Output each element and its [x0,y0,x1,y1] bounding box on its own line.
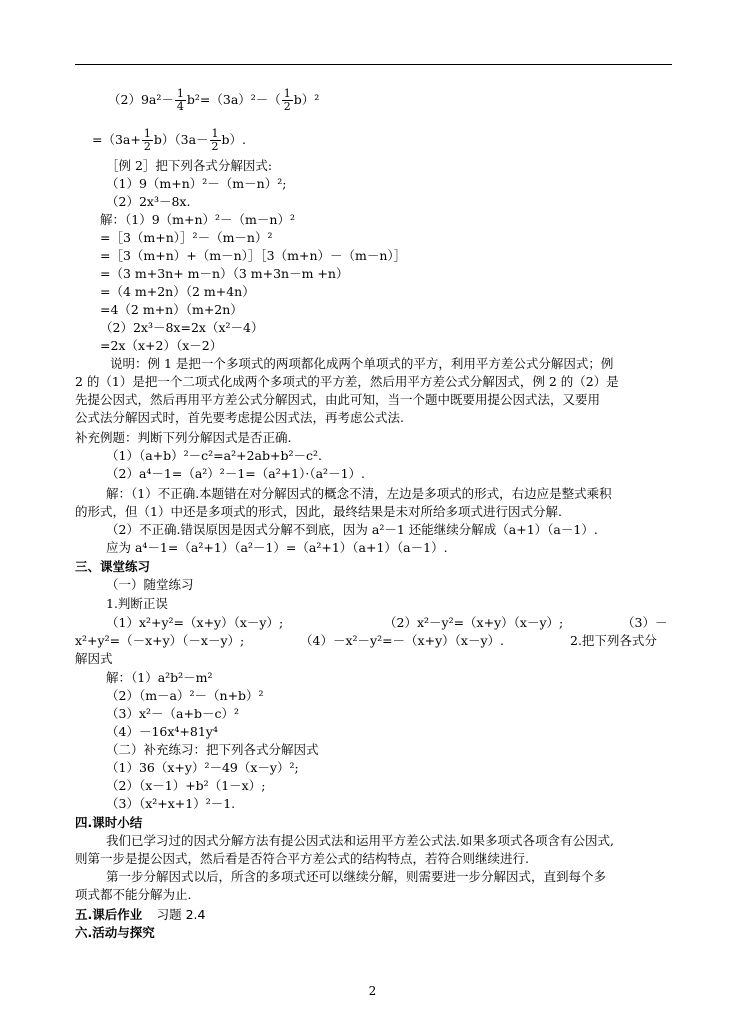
solution-line: =（4 m+2n）（2 m+4n） [100,284,255,299]
numerator: 1 [143,127,151,140]
equation-line-1 [108,88,319,113]
denominator: 2 [211,140,219,153]
equation-part: b）. [221,132,247,147]
section-heading-3: 三、课堂练习 [75,559,151,574]
fraction [210,128,221,153]
solution-paragraph: 解：（1）不正确.本题错在对分解因式的概念不清，左边是多项式的形式，右边应是整式乘积 [106,486,612,501]
exercise-item: （3）－ [622,615,668,630]
summary-paragraph: 项式都不能分解为止. [75,887,192,902]
explanation-paragraph: 公式法分解因式时，首先要考虑提公因式法，再考虑公式法. [75,410,404,425]
fraction [142,128,153,153]
section-heading-5-title: 五.课后作业 [75,907,143,922]
exercise-item: （3）x²－（a+b－c）² [106,706,239,721]
fraction [175,88,186,113]
exercise-item: （2）（m－a）²－（n+b）² [106,688,264,703]
subsection-heading: （二）补充练习：把下列各式分解因式 [106,742,319,757]
explanation-paragraph: 2 的（1）是把一个二项式化成两个多项式的平方差，然后用平方差公式分解因式，例 2 的（2）是 [75,374,619,389]
exercise-item: （1）36（x+y）²－49（x－y）²; [106,760,299,775]
solution-line: =2x（x+2）（x－2） [100,338,223,353]
supplementary-item-2: （2）a⁴－1=（a²）²－1=（a²+1）·（a²－1）. [106,466,365,481]
solution-paragraph: 应为 a⁴－1=（a²+1）（a²－1）=（a²+1）（a+1）（a－1）. [106,540,448,555]
solution-line: （2）2x³－8x=2x（x²－4） [100,320,264,335]
equation-part: b）² [293,92,320,107]
solution-line: =（3 m+3n+ m－n）（3 m+3n－m +n） [100,266,349,281]
exercise-item: （4）－x²－y²=－（x+y）（x－y）. [300,633,504,648]
summary-paragraph: 我们已学习过的因式分解方法有提公因式法和运用平方差公式法.如果多项式各项含有公因式, [106,833,614,848]
exercise-heading: 2.把下列各式分 [570,633,657,648]
exercise-item: 解：（1）a²b²－m² [106,670,213,685]
solution-paragraph: （2）不正确.错误原因是因式分解不到底，因为 a²－1 还能继续分解成（a+1）（a－1）. [106,522,598,537]
exercise-item: （1）x²+y²=（x+y）（x－y）; [106,615,284,630]
solution-line: 解：（1）9（m+n）²－（m－n）² [100,212,295,227]
equation-part: =（3a+ [92,132,141,147]
equation-part: b²=（3a）²－（ [186,92,281,107]
exercise-item: （4）－16x⁴+81y⁴ [106,724,218,739]
numerator: 1 [283,87,291,100]
supplementary-item-1: （1）（a+b）²－c²=a²+2ab+b²－c². [106,448,322,463]
explanation-paragraph: 先提公因式，然后再用平方差公式分解因式，由此可知，当一个题中既要用提公因式法，又要用 [75,392,601,407]
equation-part: b）（3a－ [153,132,209,147]
equation-part: （2）9a²－ [108,92,174,107]
header-rule [75,64,672,65]
denominator: 4 [176,100,184,113]
exercise-item: （2）x²－y²=（x+y）（x－y）; [384,615,564,630]
homework-reference: 习题 2.4 [156,907,206,922]
section-heading-6: 六.活动与探究 [75,925,155,940]
subsection-heading: （一）随堂练习 [106,577,194,592]
example-2-heading: ［例 2］把下列各式分解因式: [106,158,273,173]
solution-line: =［3（m+n）］²－（m－n）² [100,230,273,245]
exercise-heading: 1.判断正误 [106,596,168,611]
solution-line: =4（2 m+n）（m+2n） [100,302,243,317]
example-2-item-2: （2）2x³－8x. [106,194,191,209]
summary-paragraph: 则第一步是提公因式，然后看是否符合平方差公式的结构特点，若符合则继续进行. [75,851,529,866]
denominator: 2 [143,140,151,153]
section-heading-5 [75,907,205,923]
section-heading-4: 四.课时小结 [75,815,143,830]
supplementary-example-heading: 补充例题：判断下列分解因式是否正确. [75,430,292,445]
numerator: 1 [176,87,184,100]
solution-paragraph: 的形式，但（1）中还是多项式的形式，因此，最终结果是未对所给多项式进行因式分解. [75,504,562,519]
page-number: 2 [368,984,377,998]
exercise-item: （3）（x²+x+1）²－1. [106,796,236,811]
fraction [282,88,293,113]
numerator: 1 [211,127,219,140]
exercise-item: （2）（x－1）+b²（1－x）; [106,778,266,793]
denominator: 2 [283,100,291,113]
exercise-item: x²+y²=（－x+y）（－x－y）; [75,633,245,648]
solution-line: =［3（m+n）+（m－n）］［3（m+n）－（m－n）］ [100,248,407,263]
equation-line-2 [92,128,246,153]
summary-paragraph: 第一步分解因式以后，所含的多项式还可以继续分解，则需要进一步分解因式，直到每个多 [106,869,607,884]
explanation-paragraph: 说明：例 1 是把一个多项式的两项都化成两个单项式的平方，利用平方差公式分解因式；例 [110,356,614,371]
example-2-item-1: （1）9（m+n）²－（m－n）²; [106,176,287,191]
exercise-heading: 解因式 [75,651,113,666]
